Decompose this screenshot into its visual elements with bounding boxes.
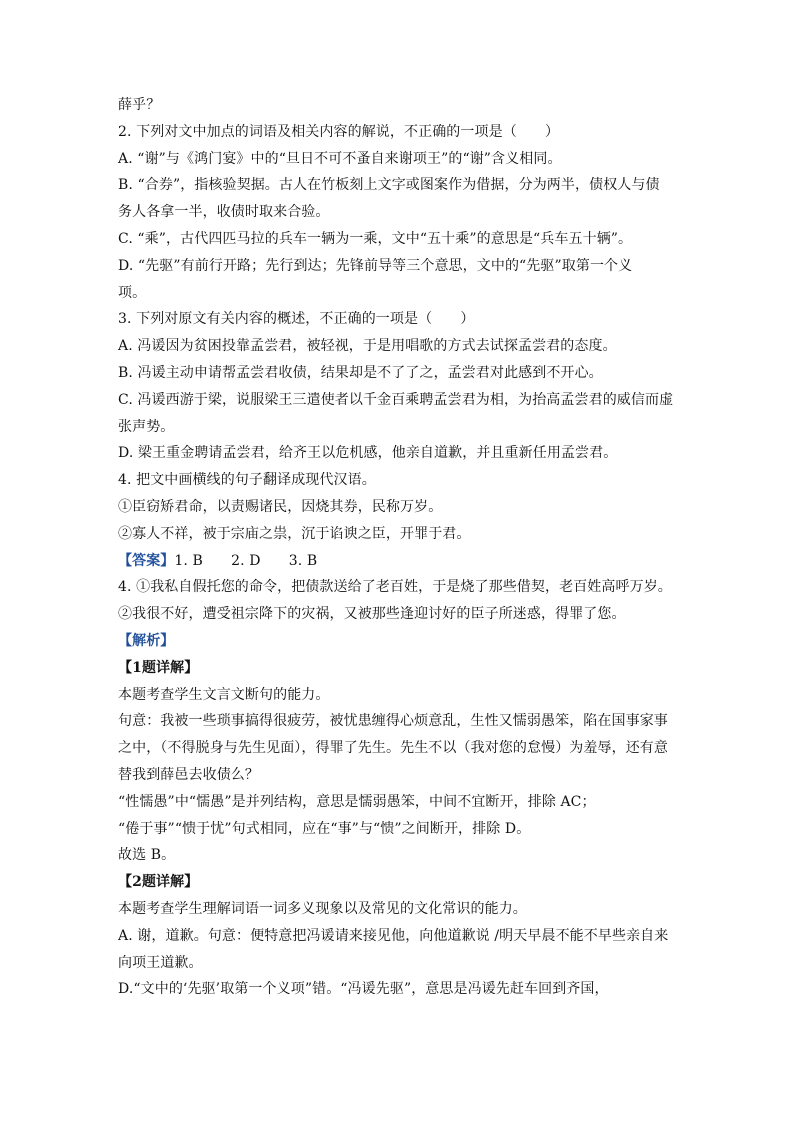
text-line: ①臣窃矫君命，以责赐诸民，因烧其券，民称万岁。 [118, 498, 443, 515]
text-line: ②我很不好，遭受祖宗降下的灾祸，又被那些逢迎讨好的臣子所迷惑，得罪了您。 [118, 606, 626, 623]
text-line: B. 冯谖主动申请帮孟尝君收债，结果却是不了了之，孟尝君对此感到不开心。 [118, 364, 603, 381]
text-line: D. “先驱”有前行开路；先行到达；先锋前导等三个意思，文中的“先驱”取第一个义 [118, 257, 633, 274]
text-line: “性懦愚”中“懦愚”是并列结构，意思是懦弱愚笨，中间不宜断开，排除 AC； [118, 793, 596, 810]
text-line: A. “谢”与《鸿门宴》中的“旦日不可不蚤自来谢项王”的“谢”含义相同。 [118, 150, 562, 167]
text-line: 本题考查学生文言文断句的能力。 [118, 686, 330, 703]
text-line: 故选 B。 [118, 847, 176, 864]
document-page [118, 92, 678, 1003]
text-line: 【1题详解】 [118, 659, 199, 676]
text-line: C. 冯谖西游于梁，说服梁王三遣使者以千金百乘聘孟尝君为相，为抬高孟尝君的威信而虚 [118, 391, 674, 408]
text-line: A. 冯谖因为贫困投靠孟尝君，被轻视，于是用唱歌的方式去试探孟尝君的态度。 [118, 338, 617, 355]
text-line: 项。 [118, 284, 147, 301]
text-line: 4. 把文中画横线的句子翻译成现代汉语。 [118, 472, 376, 489]
answer-values: 1. B 2. D 3. B [174, 552, 318, 569]
text-line: 务人各拿一半，收债时取来合验。 [118, 204, 330, 221]
text-line: 【解析】 [118, 632, 175, 649]
text-line: “倦于事”“愦于忧”句式相同，应在“事”与“愦”之间断开，排除 D。 [118, 820, 531, 837]
text-line: A. 谢，道歉。句意：便特意把冯谖请来接见他，向他道歉说 /明天早晨不能不早些亲自来 [118, 927, 669, 944]
text-line: 张声势。 [118, 418, 175, 435]
text-line: 薛乎？ [118, 97, 161, 113]
text-line: 句意：我被一些琐事搞得很疲劳，被忧患缠得心烦意乱，生性又懦弱愚笨，陷在国事家事 [118, 713, 668, 730]
text-line: ②寡人不祥，被于宗庙之祟，沉于谄谀之臣，开罪于君。 [118, 525, 471, 542]
text-line: 替我到薛邑去收债么？ [118, 766, 259, 783]
text-line: C. “乘”，古代四匹马拉的兵车一辆为一乘，文中“五十乘”的意思是“兵车五十辆”。 [118, 230, 633, 247]
text-line [118, 548, 678, 575]
text-line: 向项王道歉。 [118, 954, 203, 971]
text-line: D. 梁王重金聘请孟尝君，给齐王以危机感，他亲自道歉，并且重新任用孟尝君。 [118, 445, 618, 462]
text-line: B. “合券”，指核验契据。古人在竹板刻上文字或图案作为借据，分为两半，债权人与债 [118, 177, 660, 194]
text-line: 本题考查学生理解词语一词多义现象以及常见的文化常识的能力。 [118, 900, 527, 917]
text-line: 之中，（不得脱身与先生见面），得罪了先生。先生不以（我对您的怠慢）为羞辱，还有意 [118, 740, 668, 757]
text-line: D.“文中的‘先驱’取第一个义项”错。“冯谖先驱”，意思是冯谖先赶车回到齐国， [118, 981, 609, 998]
text-line: 4. ①我私自假托您的命令，把债款送给了老百姓，于是烧了那些借契，老百姓高呼万岁。 [118, 579, 672, 596]
text-line: 2. 下列对文中加点的词语及相关内容的解说，不正确的一项是（ ） [118, 123, 560, 140]
text-line: 3. 下列对原文有关内容的概述，不正确的一项是（ ） [118, 311, 475, 328]
answer-label: 【答案】 [118, 552, 175, 569]
text-line: 【2题详解】 [118, 874, 199, 891]
